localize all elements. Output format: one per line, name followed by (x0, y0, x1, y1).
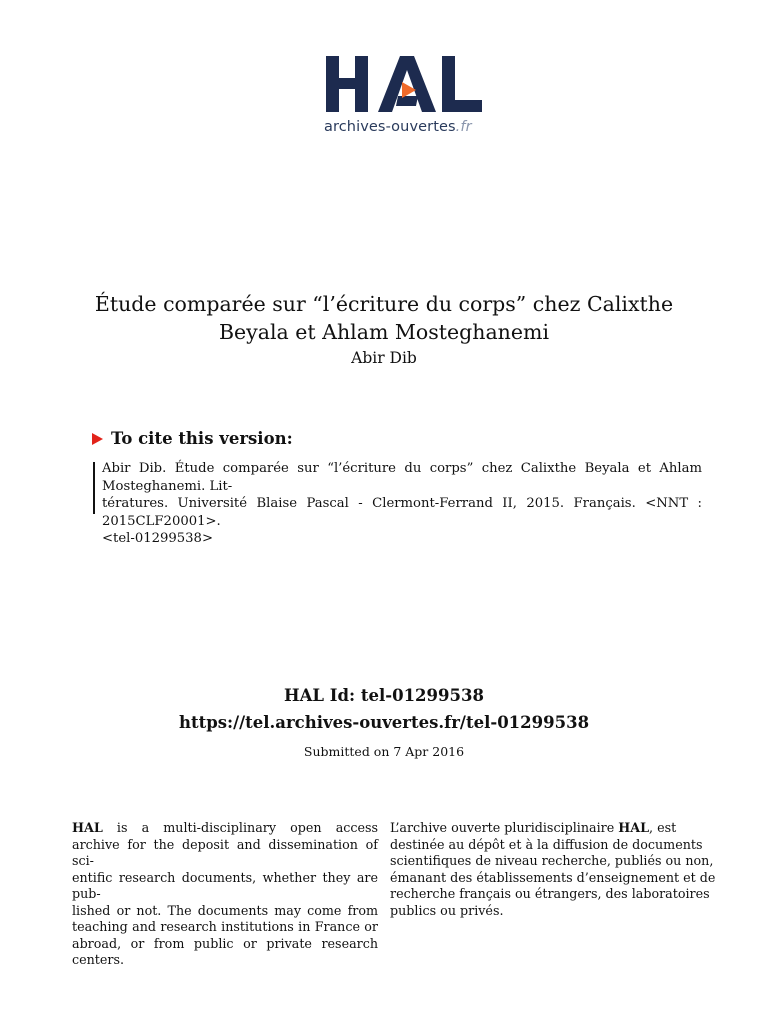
about-fr-line-6: publics ou privés. (390, 902, 504, 918)
hal-wordmark-graphic (322, 52, 492, 114)
author-name: Abir Dib (351, 349, 417, 367)
about-fr-line-5: recherche français ou étrangers, des laboratoires (390, 886, 710, 901)
hal-url-link[interactable]: https://tel.archives-ouvertes.fr/tel-01299538 (178, 713, 590, 732)
about-en-line-2: archive for the deposit and dissemination of sci- (72, 836, 378, 868)
title-line-2: Beyala et Ahlam Mosteghanemi (218, 320, 550, 344)
about-fr-line-1: L’archive ouverte pluridisciplinaire HAL, est (390, 820, 677, 835)
document-title (60, 290, 708, 346)
about-fr-line-4: émanant des établissements d’enseignement et de (390, 869, 716, 885)
citation-line-3: <tel-01299538> (102, 531, 213, 546)
cite-heading (92, 429, 293, 448)
citation-text (102, 460, 702, 548)
about-french (390, 820, 716, 919)
about-english (72, 820, 378, 969)
about-fr-line-3: scientifiques de niveau recherche, publiés ou non, (390, 853, 714, 868)
logo-subtitle: archives-ouvertes.fr (324, 119, 472, 135)
citation-line-2: tératures. Université Blaise Pascal - Clermont-Ferrand II, 2015. Français. <NNT : 2015CLF20001>. (102, 496, 702, 529)
citation-line-1: Abir Dib. Étude comparée sur “l’écriture du corps” chez Calixthe Beyala et Ahlam Mosteghanemi. Lit- (102, 461, 702, 494)
hal-id: HAL Id: tel-01299538 (284, 686, 484, 705)
about-en-line-3: entific research documents, whether they are pub- (72, 869, 378, 901)
about-en-line-6: abroad, or from public or private research centers. (72, 935, 378, 967)
about-en-line-1: HAL is a multi-disciplinary open access (72, 820, 378, 835)
about-en-line-4: lished or not. The documents may come from (72, 902, 378, 918)
title-line-1: Étude comparée sur “l’écriture du corps” chez Calixthe (94, 292, 674, 316)
citation-rule (93, 462, 95, 514)
hal-logo (322, 52, 492, 142)
about-fr-line-2: destinée au dépôt et à la diffusion de documents (390, 836, 703, 852)
about-en-line-5: teaching and research institutions in France or (72, 919, 378, 934)
cite-heading-text: To cite this version: (111, 429, 293, 448)
red-triangle-icon (92, 433, 103, 445)
submitted-date: Submitted on 7 Apr 2016 (303, 744, 465, 759)
